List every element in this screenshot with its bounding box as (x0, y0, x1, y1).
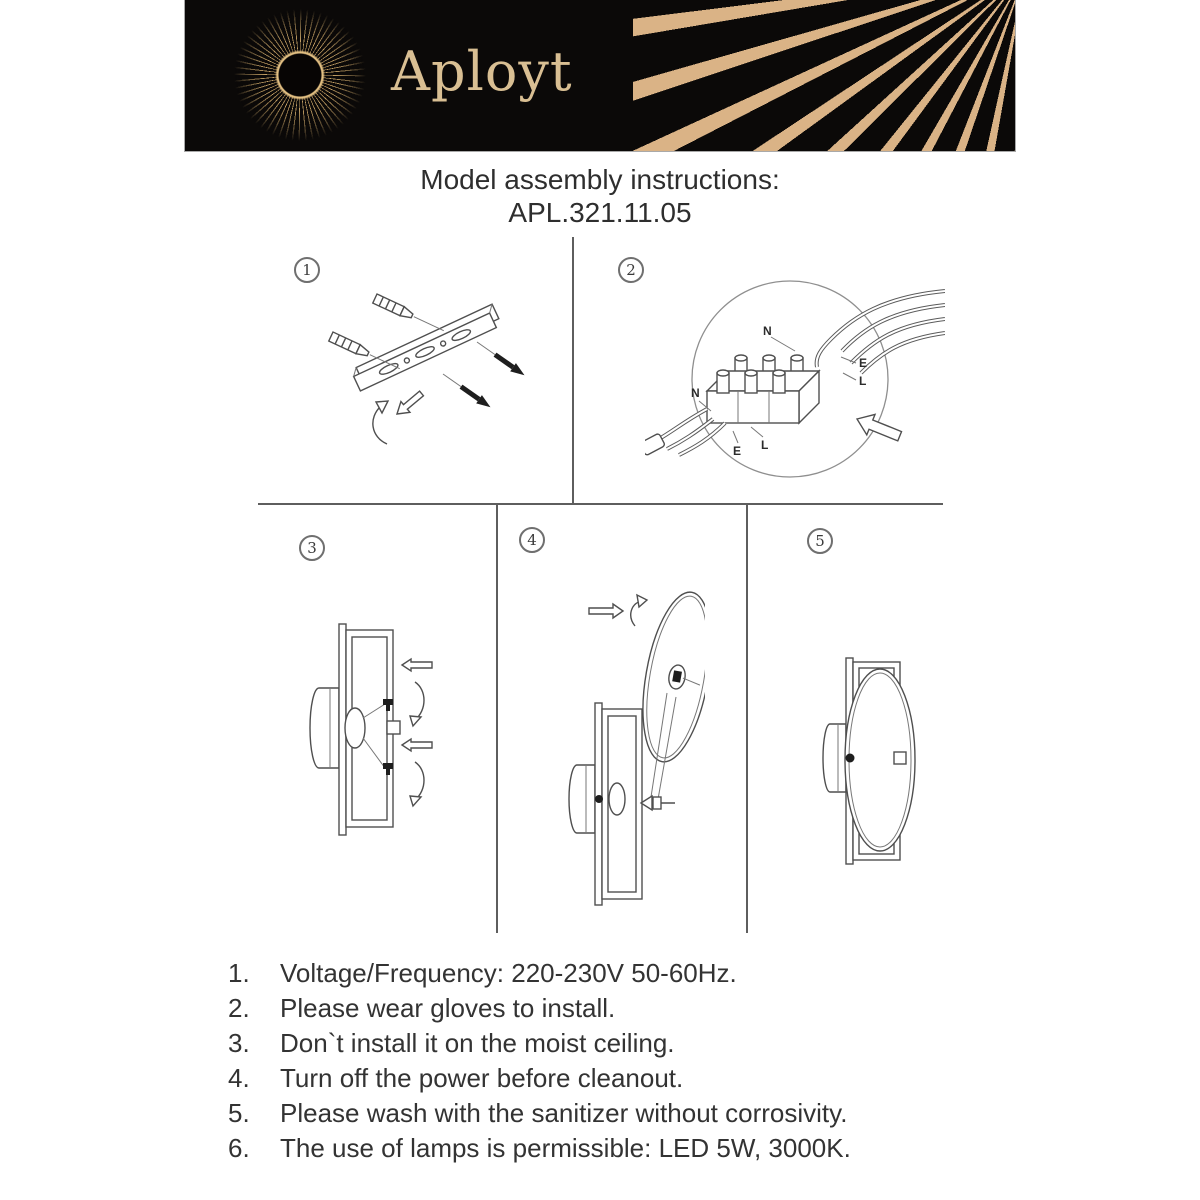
step-4-badge: 4 (519, 527, 545, 553)
instruction-list (228, 956, 988, 1166)
brand-banner (184, 0, 1016, 152)
divider-vertical-left (496, 505, 498, 933)
list-item-text: The use of lamps is permissible: LED 5W, 3000K. (280, 1133, 851, 1163)
wire-label-e: E (859, 356, 868, 370)
rotate-arrow-icon (410, 682, 424, 726)
starburst-icon (234, 9, 366, 141)
wire-label-e: E (733, 444, 742, 458)
wall-plate (595, 703, 602, 905)
brand-name: Aployt (391, 40, 573, 103)
list-item-text: Don`t install it on the moist ceiling. (280, 1028, 675, 1058)
list-item (228, 1061, 988, 1096)
incoming-wires (817, 291, 945, 373)
lamp-cylinder (823, 724, 846, 792)
shade-attach-drawing (555, 585, 705, 915)
model-number: APL.321.11.05 (508, 197, 692, 228)
screw-arrow-icon (474, 338, 525, 379)
step-2-diagram (645, 273, 945, 485)
back-knob (595, 795, 603, 803)
wire-label-n: N (763, 324, 772, 338)
wire-label-l: L (859, 374, 867, 388)
lamp-holder (345, 708, 365, 748)
step-4-diagram (555, 585, 705, 915)
step-1-badge: 1 (294, 257, 320, 283)
push-arrow-icon (853, 409, 904, 447)
list-item (228, 1096, 988, 1131)
side-latch (894, 752, 906, 764)
center-screw (653, 797, 675, 809)
insert-arrow-icon (402, 739, 432, 751)
list-item-number: 2. (228, 993, 250, 1023)
list-item-number: 3. (228, 1028, 250, 1058)
wire-label-n: N (691, 386, 700, 400)
rotate-arrow-icon (410, 762, 424, 806)
wall-anchor-icon (373, 294, 446, 335)
wiring-drawing (645, 273, 945, 485)
back-knob (846, 754, 855, 763)
list-item-text: Please wash with the sanitizer without corrosivity. (280, 1098, 848, 1128)
list-item (228, 956, 988, 991)
list-item-number: 4. (228, 1063, 250, 1093)
insert-arrow-icon (589, 604, 623, 618)
insert-arrow-icon (402, 659, 432, 671)
list-item-text: Voltage/Frequency: 220-230V 50-60Hz. (280, 958, 737, 988)
list-item-number: 1. (228, 958, 250, 988)
rotate-arrow-icon (373, 401, 388, 444)
page-title: Model assembly instructions: (420, 164, 780, 195)
list-item (228, 1026, 988, 1061)
step-5-badge: 5 (807, 528, 833, 554)
mounting-bar (351, 304, 502, 391)
step-5-diagram (812, 652, 927, 872)
list-item (228, 991, 988, 1026)
divider-vertical-top (572, 237, 574, 504)
wire-label-l: L (761, 438, 769, 452)
list-item-text: Turn off the power before cleanout. (280, 1063, 684, 1093)
frame-fixing-drawing (303, 620, 433, 860)
step-3-diagram (303, 620, 433, 860)
step-2-badge: 2 (618, 257, 644, 283)
list-item-text: Please wear gloves to install. (280, 993, 616, 1023)
divider-vertical-right (746, 505, 748, 933)
step-1-diagram (325, 292, 525, 452)
list-item-number: 5. (228, 1098, 250, 1128)
lamp-cylinder (569, 765, 595, 833)
divider-horizontal-mid (258, 503, 943, 505)
insert-arrow-icon (393, 388, 427, 419)
terminal-block (707, 355, 819, 423)
lamp-cylinder (310, 688, 339, 768)
side-latch (387, 721, 400, 734)
mounting-bracket-drawing (325, 292, 525, 452)
rotate-arrow-icon (631, 595, 647, 626)
ray-fan-icon (633, 0, 1015, 151)
lamp-holder (609, 783, 625, 815)
list-item (228, 1131, 988, 1166)
step-3-badge: 3 (299, 535, 325, 561)
screw-arrow-icon (440, 370, 493, 411)
list-item-number: 6. (228, 1133, 250, 1163)
terminal-pins-front (717, 370, 785, 393)
assembled-fixture-drawing (812, 652, 927, 872)
